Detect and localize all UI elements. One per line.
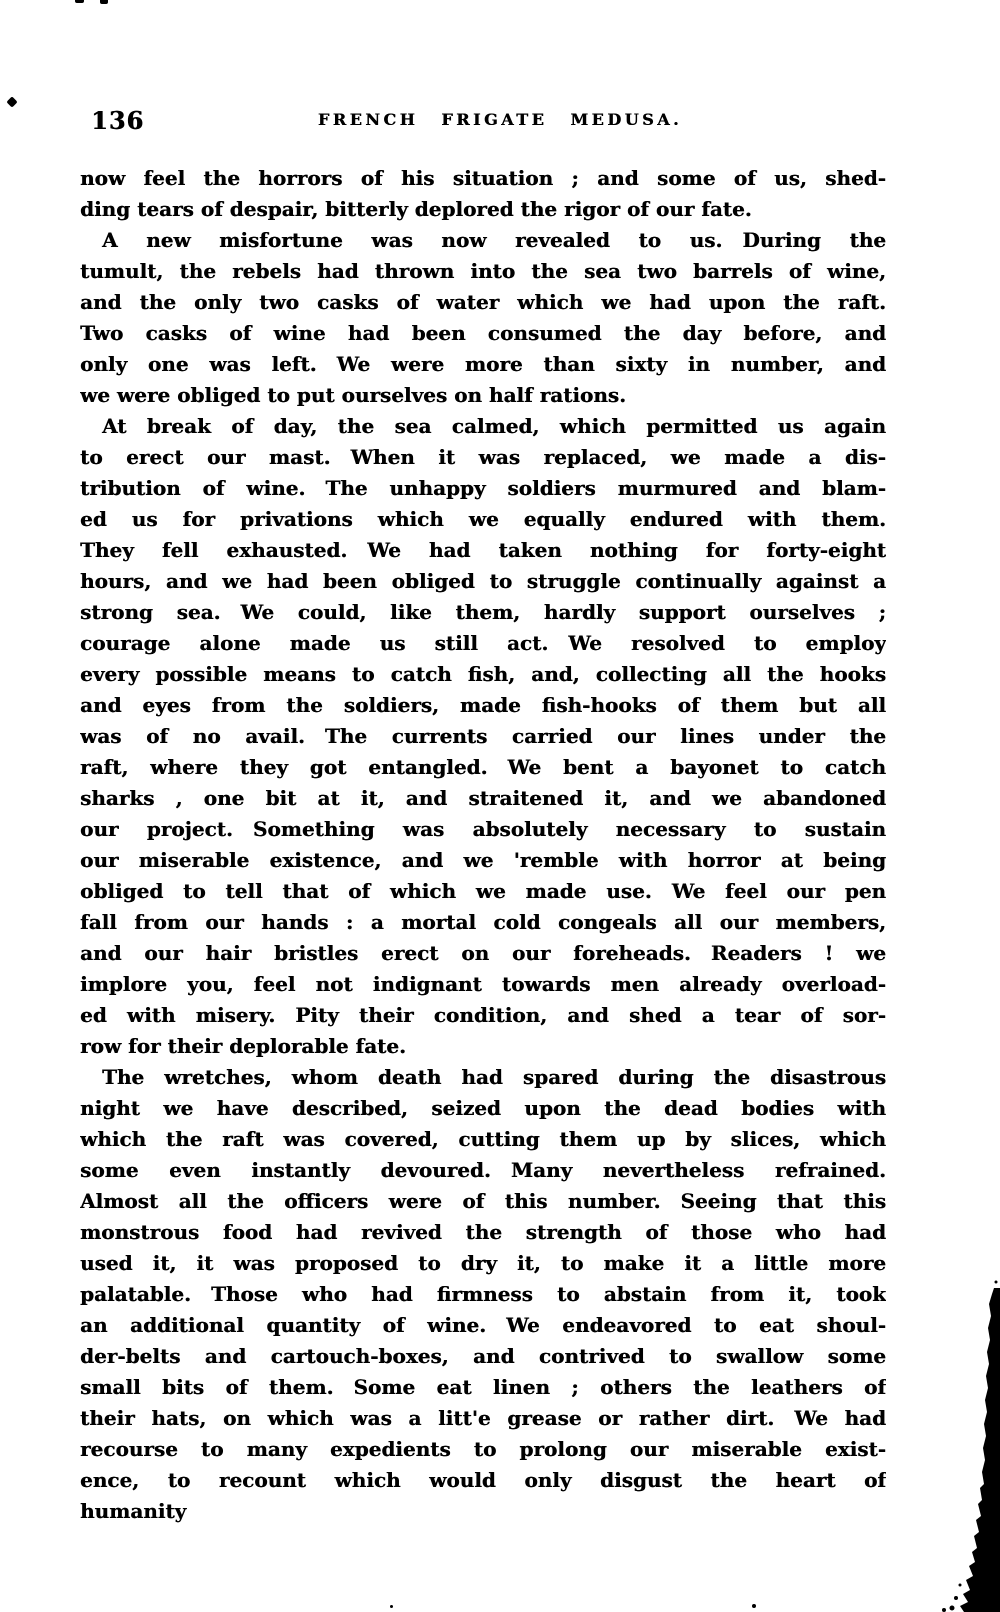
text-line: ding tears of despair, bitterly deplored the rigor of our fate.: [80, 197, 752, 221]
text-line: night we have described, seized upon the dead bodies with: [80, 1096, 886, 1120]
scan-speck: [752, 1604, 756, 1608]
text-line: tumult, the rebels had thrown into the sea two barrels of wine,: [80, 259, 886, 283]
scan-mark-top-left-1: [75, 0, 84, 3]
text-line: we were obliged to put ourselves on half rations.: [80, 383, 627, 407]
text-line: der-belts and cartouch-boxes, and contrived to swallow some: [80, 1344, 886, 1368]
scan-edge-shadow: [930, 1280, 1000, 1612]
text-line: A new misfortune was now revealed to us. During the: [102, 228, 886, 252]
text-line: They fell exhausted. We had taken nothing for forty-eight: [80, 538, 886, 562]
text-line: every possible means to catch fish, and, collecting all the hooks: [80, 662, 886, 686]
text-line: now feel the horrors of his situation ; and some of us, shed-: [80, 166, 886, 190]
text-line: palatable. Those who had firmness to abstain from it, took: [80, 1282, 886, 1306]
page-header: [0, 106, 1000, 136]
text-line: sharks , one bit at it, and straitened it, and we abandoned: [80, 786, 886, 810]
text-line: ed with misery. Pity their condition, and shed a tear of sor-: [80, 1003, 886, 1027]
text-line: row for their deplorable fate.: [80, 1034, 406, 1058]
body-text: [80, 163, 886, 1527]
text-line: At break of day, the sea calmed, which permitted us again: [102, 414, 886, 438]
text-line: implore you, feel not indignant towards men already overload-: [80, 972, 886, 996]
running-title: FRENCH FRIGATE MEDUSA.: [317, 110, 683, 129]
text-line: monstrous food had revived the strength of those who had: [80, 1220, 886, 1244]
text-line: raft, where they got entangled. We bent a bayonet to catch: [80, 755, 886, 779]
text-line: courage alone made us still act. We resolved to employ: [80, 631, 886, 655]
text-line: was of no avail. The currents carried our lines under the: [80, 724, 886, 748]
text-line: The wretches, whom death had spared during the disastrous: [102, 1065, 886, 1089]
text-line: an additional quantity of wine. We endeavored to eat shoul-: [80, 1313, 886, 1337]
text-line: our project. Something was absolutely necessary to sustain: [80, 817, 886, 841]
text-line: and our hair bristles erect on our foreheads. Readers ! we: [80, 941, 886, 965]
text-line: tribution of wine. The unhappy soldiers murmured and blam-: [80, 476, 886, 500]
text-line: obliged to tell that of which we made use. We feel our pen: [80, 879, 886, 903]
text-line: used it, it was proposed to dry it, to make it a little more: [80, 1251, 886, 1275]
text-line: small bits of them. Some eat linen ; others the leathers of: [80, 1375, 886, 1399]
text-line: their hats, on which was a litt'e grease or rather dirt. We had: [80, 1406, 886, 1430]
text-line: only one was left. We were more than sixty in number, and: [80, 352, 886, 376]
text-line: ed us for privations which we equally endured with them.: [80, 507, 886, 531]
text-line: strong sea. We could, like them, hardly support ourselves ;: [80, 600, 886, 624]
scan-speck: [390, 1605, 393, 1608]
text-line: and the only two casks of water which we had upon the raft.: [80, 290, 886, 314]
text-line: recourse to many expedients to prolong our miserable exist-: [80, 1437, 886, 1461]
page-number: 136: [91, 106, 145, 135]
text-line: ence, to recount which would only disgust the heart of: [80, 1468, 886, 1492]
text-line: which the raft was covered, cutting them up by slices, which: [80, 1127, 886, 1151]
text-line: to erect our mast. When it was replaced, we made a dis-: [80, 445, 886, 469]
text-line: some even instantly devoured. Many nevertheless refrained.: [80, 1158, 886, 1182]
text-line: Two casks of wine had been consumed the day before, and: [80, 321, 886, 345]
text-line: Almost all the officers were of this number. Seeing that this: [80, 1189, 886, 1213]
text-line: our miserable existence, and we 'remble with horror at being: [80, 848, 886, 872]
text-line: fall from our hands : a mortal cold congeals all our members,: [80, 910, 886, 934]
text-line: hours, and we had been obliged to struggle continually against a: [80, 569, 886, 593]
text-line: humanity: [80, 1499, 187, 1523]
scan-mark-top-left-2: [100, 0, 108, 4]
text-line: and eyes from the soldiers, made fish-hooks of them but all: [80, 693, 886, 717]
